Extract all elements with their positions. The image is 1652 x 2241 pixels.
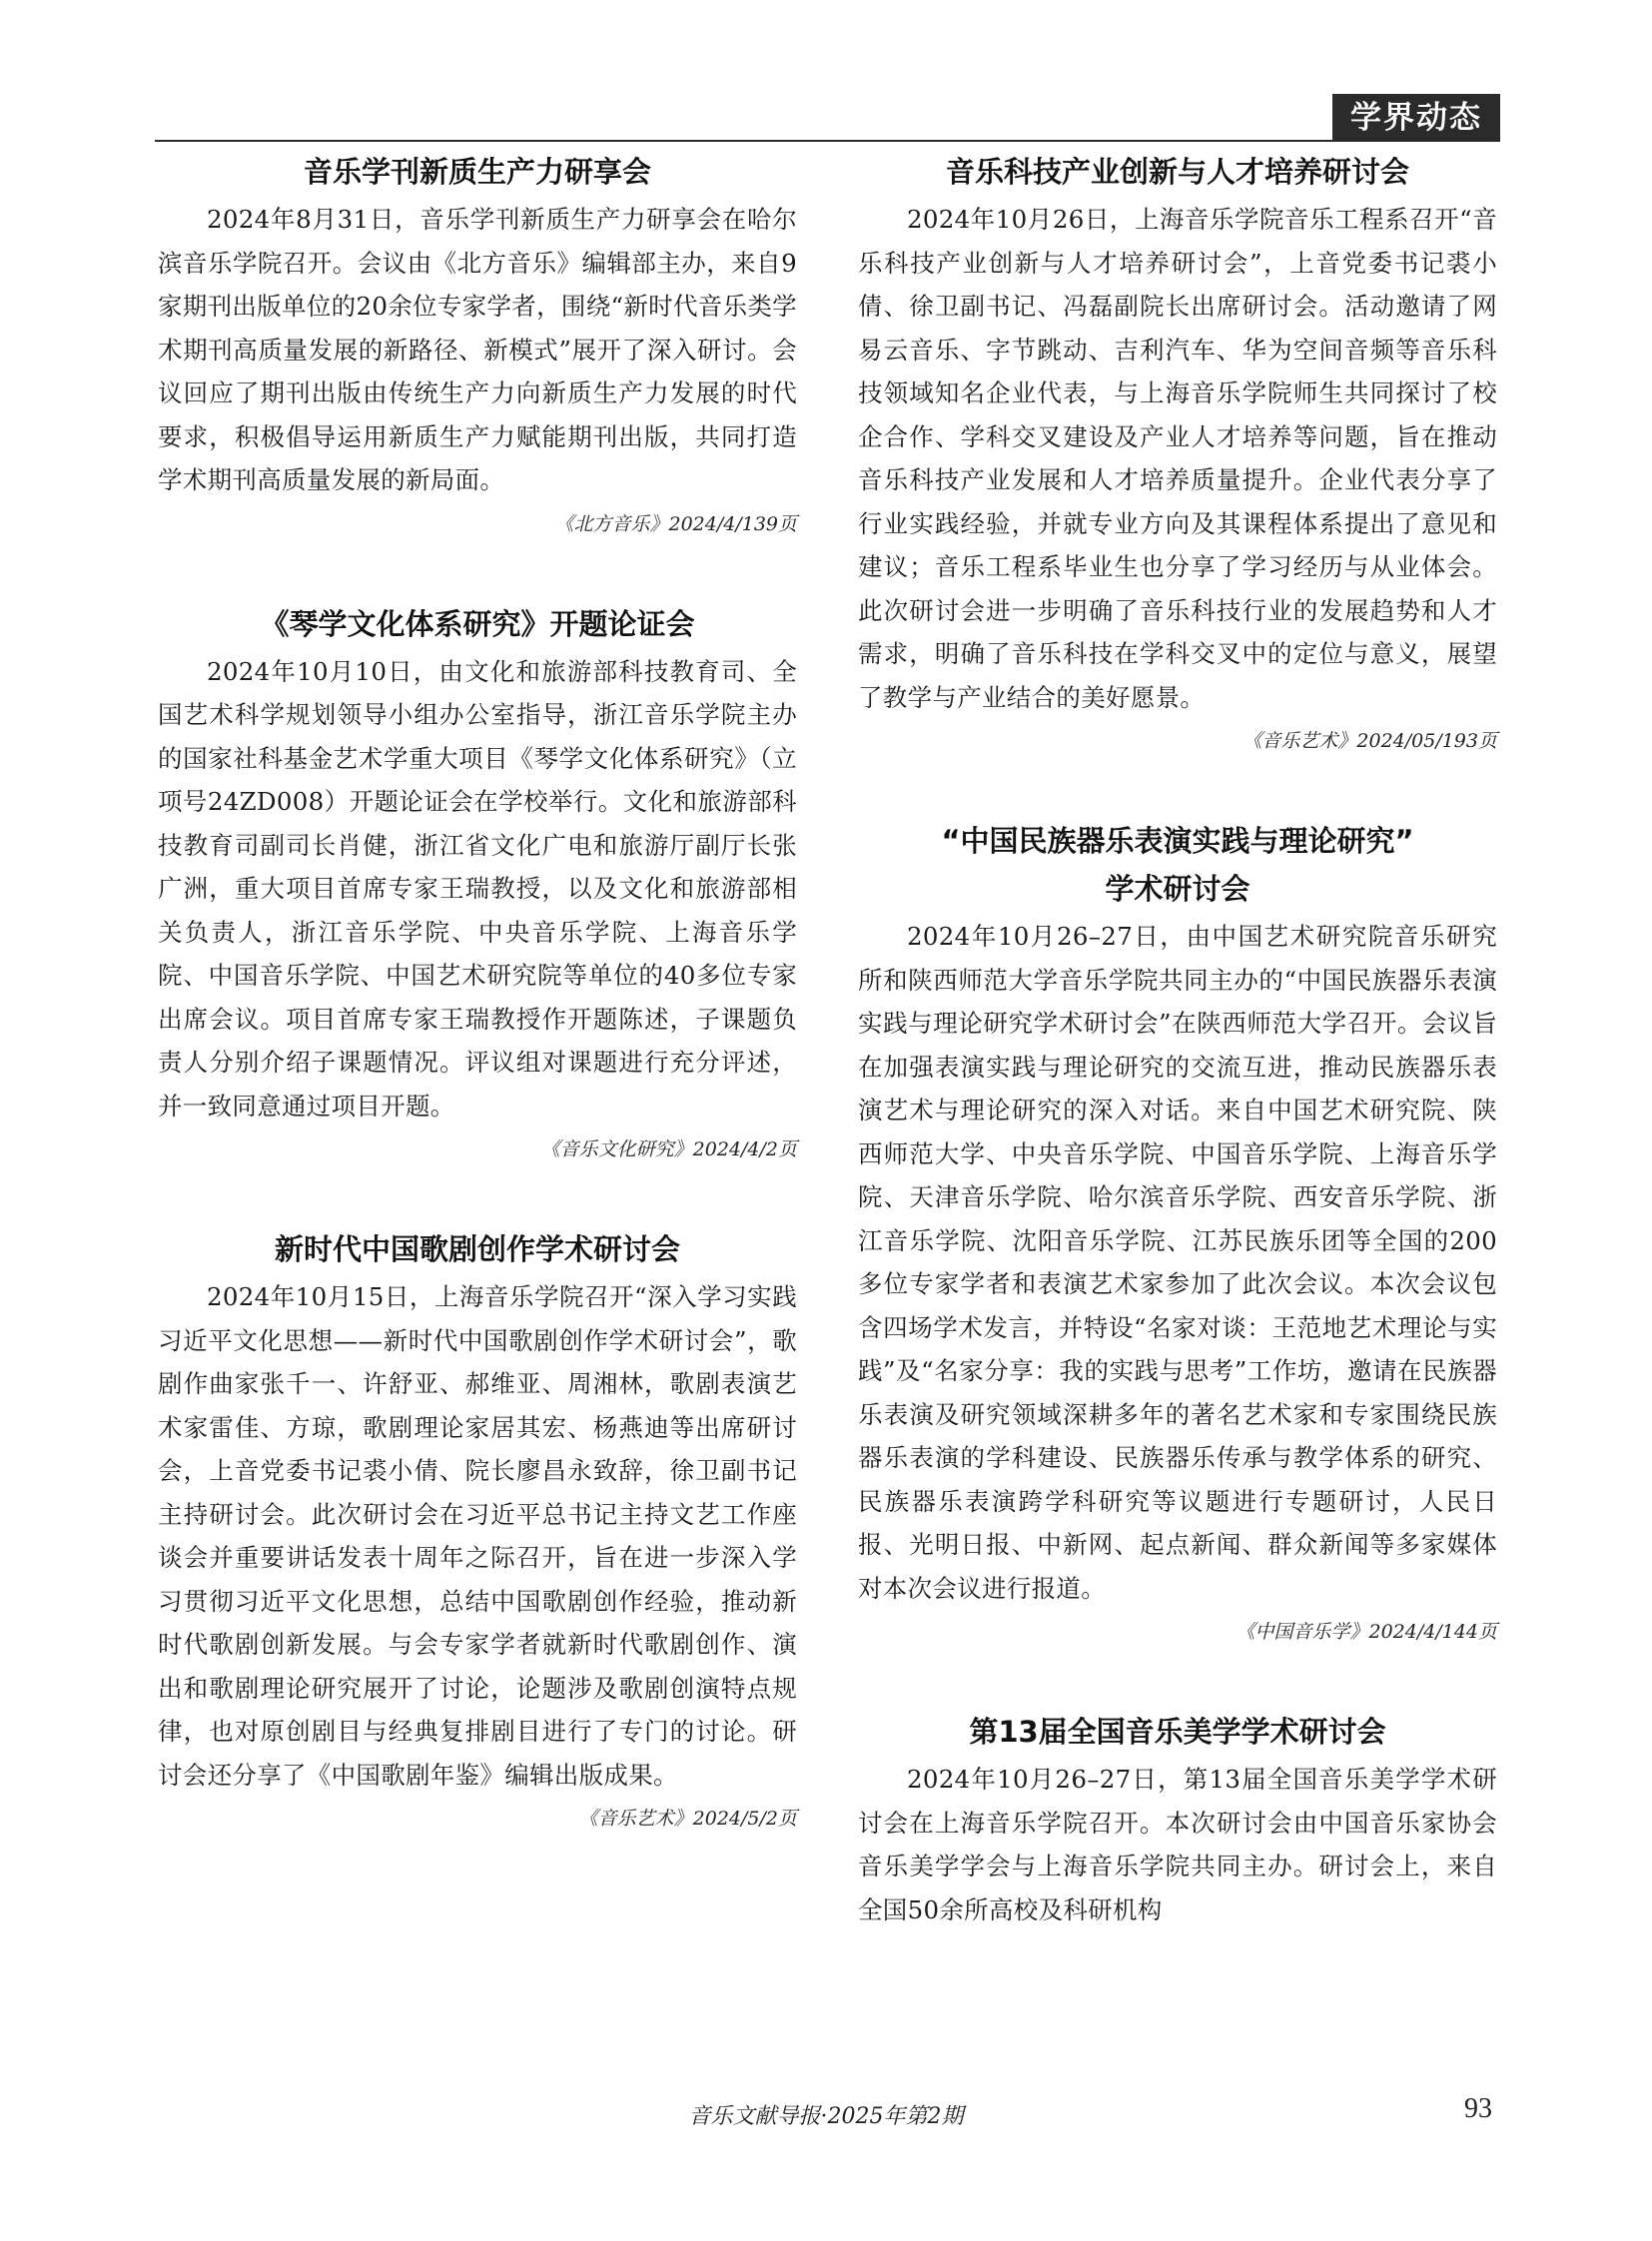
- article-source: 《音乐艺术》2024/5/2页: [578, 1808, 797, 1830]
- article-body: 2024年8月31日，音乐学刊新质生产力研享会在哈尔滨音乐学院召开。会议由《北方音乐》编辑部主办，来自9家期刊出版单位的20余位专家学者，围绕“新时代音乐类学术期刊高质量发展的新路径、新模式”展开了深入研讨。会议回应了期刊出版由传统生产力向新质生产力发展的时代要求，积极倡导运用新质生产力赋能期刊出版，共同打造学术期刊高质量发展的新局面。: [158, 205, 797, 494]
- article-title: 音乐科技产业创新与人才培养研讨会: [945, 155, 1409, 189]
- article-3: [158, 1227, 797, 1835]
- article-title: 音乐学刊新质生产力研享会: [303, 155, 651, 189]
- article-body: 2024年10月26日，上海音乐学院音乐工程系召开“音乐科技产业创新与人才培养研讨会”，上音党委书记裘小倩、徐卫副书记、冯磊副院长出席研讨会。活动邀请了网易云音乐、字节跳动、吉利汽车、华为空间音频等音乐科技领域知名企业代表，与上海音乐学院师生共同探讨了校企合作、学科交叉建设及产业人才培养等问题，旨在推动音乐科技产业发展和人才培养质量提升。企业代表分享了行业实践经验，并就专业方向及其课程体系提出了意见和建议；音乐工程系毕业生也分享了学习经历与从业体会。此次研讨会进一步明确了音乐科技行业的发展趋势和人才需求，明确了音乐科技在学科交叉中的定位与意义，展望了教学与产业结合的美好愿景。: [858, 205, 1497, 712]
- article-source: 《北方音乐》2024/4/139页: [554, 512, 797, 535]
- article-1: [158, 150, 797, 540]
- article-6: [858, 1710, 1497, 1931]
- article-title: “中国民族器乐表演实践与理论研究”: [941, 824, 1414, 858]
- article-source: 《音乐文化研究》2024/4/2页: [540, 1138, 797, 1160]
- footer-journal-issue: 音乐文献导报·2025年第2期: [688, 2104, 964, 2129]
- article-source: 《中国音乐学》2024/4/144页: [1236, 1621, 1497, 1643]
- article-4: [858, 150, 1497, 757]
- article-2: [158, 602, 797, 1166]
- right-column: [858, 150, 1497, 1931]
- page-number: 93: [1464, 2093, 1492, 2124]
- article-title-line2: 学术研讨会: [1105, 872, 1250, 906]
- header-rule: [155, 140, 1500, 142]
- section-label: 学界动态: [1332, 94, 1500, 142]
- article-5: [858, 819, 1497, 1648]
- article-source: 《音乐艺术》2024/05/193页: [1242, 730, 1497, 752]
- article-title: 新时代中国歌剧创作学术研讨会: [274, 1232, 680, 1266]
- article-body: 2024年10月26–27日，第13届全国音乐美学学术研讨会在上海音乐学院召开。本次研讨会由中国音乐家协会音乐美学学会与上海音乐学院共同主办。研讨会上，来自全国50余所高校及科研机构: [858, 1765, 1497, 1924]
- article-body: 2024年10月26–27日，由中国艺术研究院音乐研究所和陕西师范大学音乐学院共同主办的“中国民族器乐表演实践与理论研究学术研讨会”在陕西师范大学召开。会议旨在加强表演实践与理论研究的交流互进，推动民族器乐表演艺术与理论研究的深入对话。来自中国艺术研究院、陕西师范大学、中央音乐学院、中国音乐学院、上海音乐学院、天津音乐学院、哈尔滨音乐学院、西安音乐学院、浙江音乐学院、沈阳音乐学院、江苏民族乐团等全国的200多位专家学者和表演艺术家参加了此次会议。本次会议包含四场学术发言，并特设“名家对谈：王范地艺术理论与实践”及“名家分享：我的实践与思考”工作坊，邀请在民族器乐表演及研究领域深耕多年的著名艺术家和专家围绕民族器乐表演的学科建设、民族器乐传承与教学体系的研究、民族器乐表演跨学科研究等议题进行专题研讨，人民日报、光明日报、中新网、起点新闻、群众新闻等多家媒体对本次会议进行报道。: [858, 922, 1497, 1603]
- article-title: 《琴学文化体系研究》开题论证会: [260, 606, 695, 641]
- article-body: 2024年10月10日，由文化和旅游部科技教育司、全国艺术科学规划领导小组办公室指导，浙江音乐学院主办的国家社科基金艺术学重大项目《琴学文化体系研究》（立项号24ZD008）开题论证会在学校举行。文化和旅游部科技教育司副司长肖健，浙江省文化广电和旅游厅副厅长张广洲，重大项目首席专家王瑞教授，以及文化和旅游部相关负责人，浙江音乐学院、中央音乐学院、上海音乐学院、中国音乐学院、中国艺术研究院等单位的40多位专家出席会议。项目首席专家王瑞教授作开题陈述，子课题负责人分别介绍子课题情况。评议组对课题进行充分评述，并一致同意通过项目开题。: [158, 656, 797, 1120]
- left-column: [158, 150, 797, 1835]
- article-title: 第13届全国音乐美学学术研讨会: [969, 1715, 1386, 1749]
- article-body: 2024年10月15日，上海音乐学院召开“深入学习实践习近平文化思想——新时代中国歌剧创作学术研讨会”，歌剧作曲家张千一、许舒亚、郝维亚、周湘林，歌剧表演艺术家雷佳、方琼，歌剧理论家居其宏、杨燕迪等出席研讨会，上音党委书记裘小倩、院长廖昌永致辞，徐卫副书记主持研讨会。此次研讨会在习近平总书记主持文艺工作座谈会并重要讲话发表十周年之际召开，旨在进一步深入学习贯彻习近平文化思想，总结中国歌剧创作经验，推动新时代歌剧创新发展。与会专家学者就新时代歌剧创作、演出和歌剧理论研究展开了讨论，论题涉及歌剧创演特点规律，也对原创剧目与经典复排剧目进行了专门的讨论。研讨会还分享了《中国歌剧年鉴》编辑出版成果。: [158, 1282, 797, 1790]
